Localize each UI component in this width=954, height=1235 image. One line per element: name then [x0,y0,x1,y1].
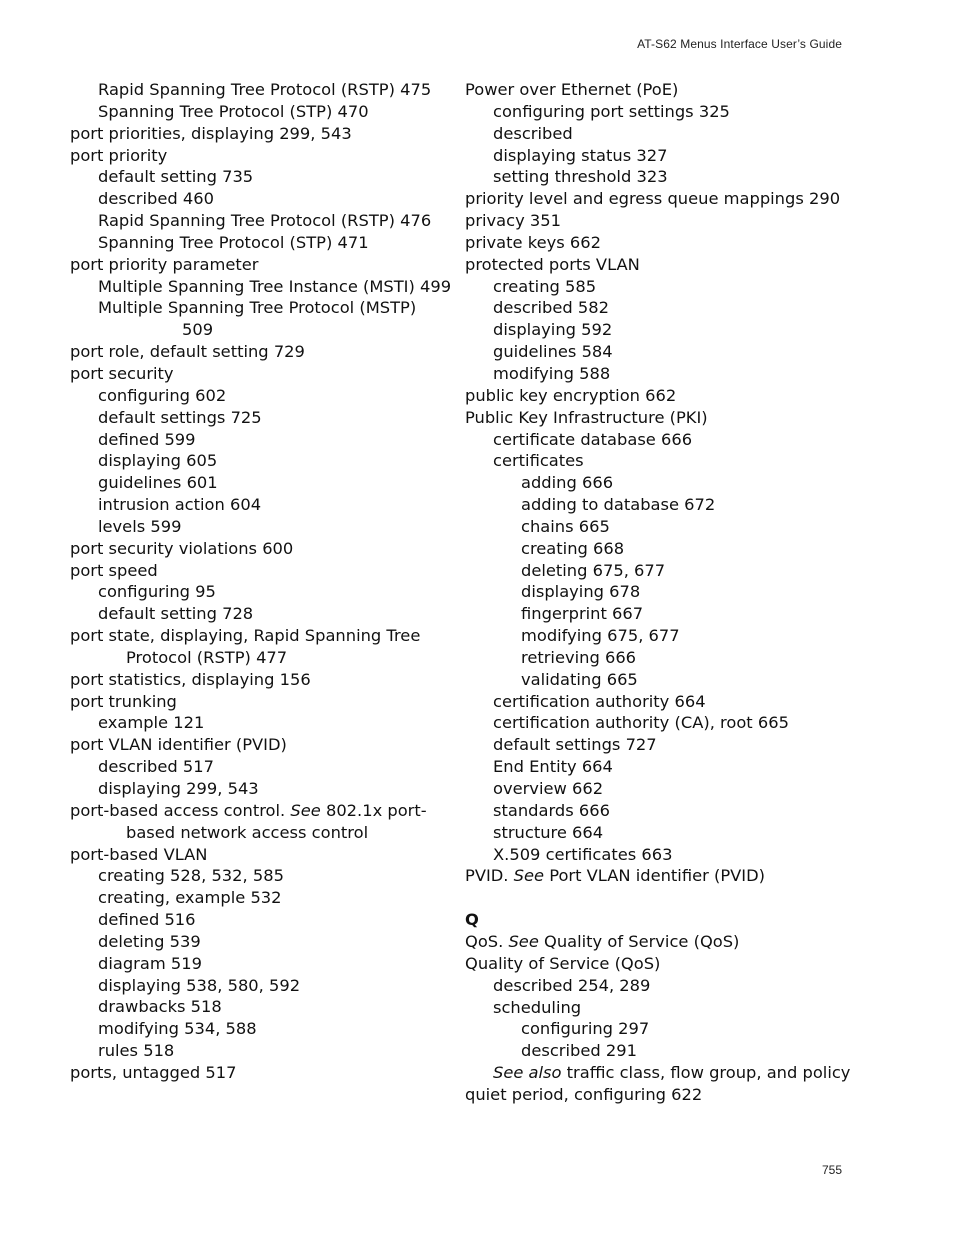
entry-term: PVID. [465,866,514,886]
entry-text: default settings 725 [98,407,262,427]
index-entry [70,625,450,647]
entry-text: displaying 592 [493,320,613,340]
index-entry-continuation: 509 [182,320,214,340]
entry-text: priority level and egress queue mappings 290 [465,189,841,209]
entry-text: Rapid Spanning Tree Protocol (RSTP) 476 [98,211,432,231]
index-subentry [70,407,450,429]
entry-text: fingerprint 667 [521,604,644,624]
index-subentry [465,603,885,625]
entry-text: port security [70,363,174,383]
entry-text: port priority [70,145,168,165]
index-entry [70,800,450,822]
entry-text: deleting 675, 677 [521,560,666,580]
entry-text: chains 665 [521,516,610,536]
index-subentry [70,931,450,953]
index-subentry [465,712,885,734]
entry-text: Multiple Spanning Tree Instance (MSTI) 499 [98,276,452,296]
entry-text: certification authority (CA), root 665 [493,713,789,733]
entry-text: port-based VLAN [70,844,208,864]
entry-text: quiet period, configuring 622 [465,1084,703,1104]
entry-text: private keys 662 [465,232,601,252]
index-subentry [70,472,450,494]
index-subentry [70,865,450,887]
index-subentry [70,166,450,188]
entry-text: port priority parameter [70,254,259,274]
entry-term: QoS. [465,932,509,952]
index-entry [465,865,885,887]
entry-text: described 254, 289 [493,975,651,995]
entry-text: 802.1x port- [320,800,427,820]
index-section-letter: Q [465,910,479,930]
index-subentry [70,79,450,101]
page-number: 755 [821,1163,842,1177]
entry-text: port speed [70,560,158,580]
entry-text: rules 518 [98,1041,175,1061]
index-subentry [465,123,885,145]
index-entry [465,953,885,975]
entry-text: configuring port settings 325 [493,101,730,121]
index-subentry [70,712,450,734]
entry-text: certificate database 666 [493,429,693,449]
entry-text: displaying 605 [98,451,218,471]
entry-text: configuring 95 [98,582,216,602]
see-reference: See [513,866,545,886]
entry-text: Power over Ethernet (PoE) [465,80,679,99]
entry-text: displaying 678 [521,582,641,602]
entry-text: guidelines 584 [493,342,613,362]
index-entry [465,385,885,407]
entry-text: described 460 [98,189,214,209]
index-subentry [465,669,885,691]
index-entry [465,407,885,429]
entry-text: modifying 534, 588 [98,1019,257,1039]
index-subentry [465,800,885,822]
index-subentry [465,822,885,844]
entry-text: port state, displaying, Rapid Spanning Tree [70,626,421,646]
entry-text: protected ports VLAN [465,254,640,274]
index-subentry [465,538,885,560]
index-subentry [465,997,885,1019]
index-entry [70,538,450,560]
entry-text: port trunking [70,691,177,711]
entry-text: configuring 297 [521,1019,650,1039]
index-entry [465,254,885,276]
index-subentry [70,1018,450,1040]
index-entry [465,1084,885,1106]
index-subentry [465,341,885,363]
index-subentry [70,232,450,254]
entry-text: creating, example 532 [98,888,282,908]
index-subentry [70,101,450,123]
index-subentry [70,210,450,232]
entry-text: levels 599 [98,516,182,536]
index-subentry [465,145,885,167]
index-subentry [465,166,885,188]
entry-text: port statistics, displaying 156 [70,669,311,689]
index-subentry [70,1040,450,1062]
index-entry [465,210,885,232]
index-entry [70,734,450,756]
index-entry [70,669,450,691]
entry-text: described 291 [521,1041,637,1061]
index-subentry [465,625,885,647]
index-entry [70,363,450,385]
entry-text: standards 666 [493,800,610,820]
entry-text: port role, default setting 729 [70,342,305,362]
index-subentry [465,581,885,603]
index-entry [70,691,450,713]
entry-text: Quality of Service (QoS) [465,953,661,973]
index-subentry [465,429,885,451]
entry-text: displaying status 327 [493,145,668,165]
entry-text: example 121 [98,713,205,733]
entry-text: port VLAN identifier (PVID) [70,735,287,755]
index-subentry [465,276,885,298]
index-subentry [70,188,450,210]
index-subentry [465,494,885,516]
entry-text: Rapid Spanning Tree Protocol (RSTP) 475 [98,80,432,99]
index-subentry [465,101,885,123]
entry-text: displaying 538, 580, 592 [98,975,301,995]
index-subentry [70,494,450,516]
entry-text: modifying 675, 677 [521,626,680,646]
entry-text: overview 662 [493,779,604,798]
index-subentry [70,276,450,298]
entry-text: retrieving 666 [521,647,637,667]
index-subentry [70,581,450,603]
index-subentry [70,756,450,778]
index-entry [70,1062,450,1084]
index-subentry [465,450,885,472]
entry-text: diagram 519 [98,953,202,973]
entry-text: certificates [493,451,584,471]
entry-text: End Entity 664 [493,757,613,777]
index-subentry [465,647,885,669]
index-subentry [465,560,885,582]
entry-text: creating 585 [493,276,597,296]
entry-text: ports, untagged 517 [70,1062,237,1082]
index-entry [70,123,450,145]
index-subentry [465,734,885,756]
see-reference: See also [493,1063,562,1083]
index-entry-continuation: based network access control [126,822,369,842]
index-subentry [465,975,885,997]
index-subentry [465,472,885,494]
entry-text: Public Key Infrastructure (PKI) [465,407,708,427]
index-subentry [70,297,450,319]
entry-text: configuring 602 [98,385,227,405]
index-entry [465,931,885,953]
index-subentry [70,996,450,1018]
index-subentry [465,516,885,538]
index-entry [70,560,450,582]
index-subentry [70,778,450,800]
entry-text: validating 665 [521,669,638,689]
entry-text: Multiple Spanning Tree Protocol (MSTP) [98,298,417,318]
index-subentry [70,450,450,472]
running-header: AT-S62 Menus Interface User’s Guide [637,37,842,51]
entry-text: drawbacks 518 [98,997,222,1017]
index-entry [465,188,885,210]
entry-text: guidelines 601 [98,473,218,493]
index-subentry [70,603,450,625]
entry-text: Spanning Tree Protocol (STP) 470 [98,101,369,121]
entry-text: defined 599 [98,429,196,449]
entry-text: public key encryption 662 [465,385,677,405]
index-subentry [465,363,885,385]
index-subentry [465,844,885,866]
entry-text: port priorities, displaying 299, 543 [70,123,352,143]
index-column-right [465,79,885,1106]
entry-text: displaying 299, 543 [98,779,259,798]
entry-text: X.509 certificates 663 [493,844,673,864]
index-entry [70,844,450,866]
entry-text: traffic class, flow group, and policy [561,1063,851,1083]
index-subentry [70,975,450,997]
entry-text: port security violations 600 [70,538,294,558]
entry-text: defined 516 [98,910,196,930]
entry-text: scheduling [493,997,582,1017]
index-entry-continuation: Protocol (RSTP) 477 [126,647,288,667]
entry-text: Quality of Service (QoS) [538,932,740,952]
entry-term: port-based access control. [70,800,291,820]
entry-text: default settings 727 [493,735,657,755]
index-subentry [70,887,450,909]
index-entry [465,232,885,254]
entry-text: default setting 735 [98,167,254,187]
see-reference: See [290,800,321,820]
entry-text: creating 528, 532, 585 [98,866,284,886]
index-subentry [465,297,885,319]
index-subentry [70,953,450,975]
index-entry [70,145,450,167]
see-reference: See [508,932,539,952]
index-subentry [465,1040,885,1062]
entry-text: creating 668 [521,538,625,558]
index-subentry [70,385,450,407]
entry-text: privacy 351 [465,211,562,231]
index-subentry [465,1018,885,1040]
index-subentry [70,429,450,451]
entry-text: deleting 539 [98,931,201,951]
entry-text: described 517 [98,757,214,777]
entry-text: modifying 588 [493,363,611,383]
index-entry [70,341,450,363]
index-subentry [465,756,885,778]
entry-text: intrusion action 604 [98,495,262,515]
entry-text: adding 666 [521,473,614,493]
entry-text: described 582 [493,298,609,318]
index-subentry [70,909,450,931]
index-subentry [465,691,885,713]
index-entry [70,254,450,276]
entry-text: Spanning Tree Protocol (STP) 471 [98,232,369,252]
entry-text: certification authority 664 [493,691,706,711]
index-entry [465,79,885,101]
index-subentry [70,516,450,538]
index-subentry [465,319,885,341]
index-subentry [465,778,885,800]
index-column-left [70,79,450,1084]
entry-text: described [493,123,573,143]
entry-text: adding to database 672 [521,495,716,515]
index-subentry [465,1062,885,1084]
entry-text: structure 664 [493,822,604,842]
entry-text: Port VLAN identifier (PVID) [544,866,765,886]
entry-text: setting threshold 323 [493,167,668,187]
entry-text: default setting 728 [98,604,254,624]
